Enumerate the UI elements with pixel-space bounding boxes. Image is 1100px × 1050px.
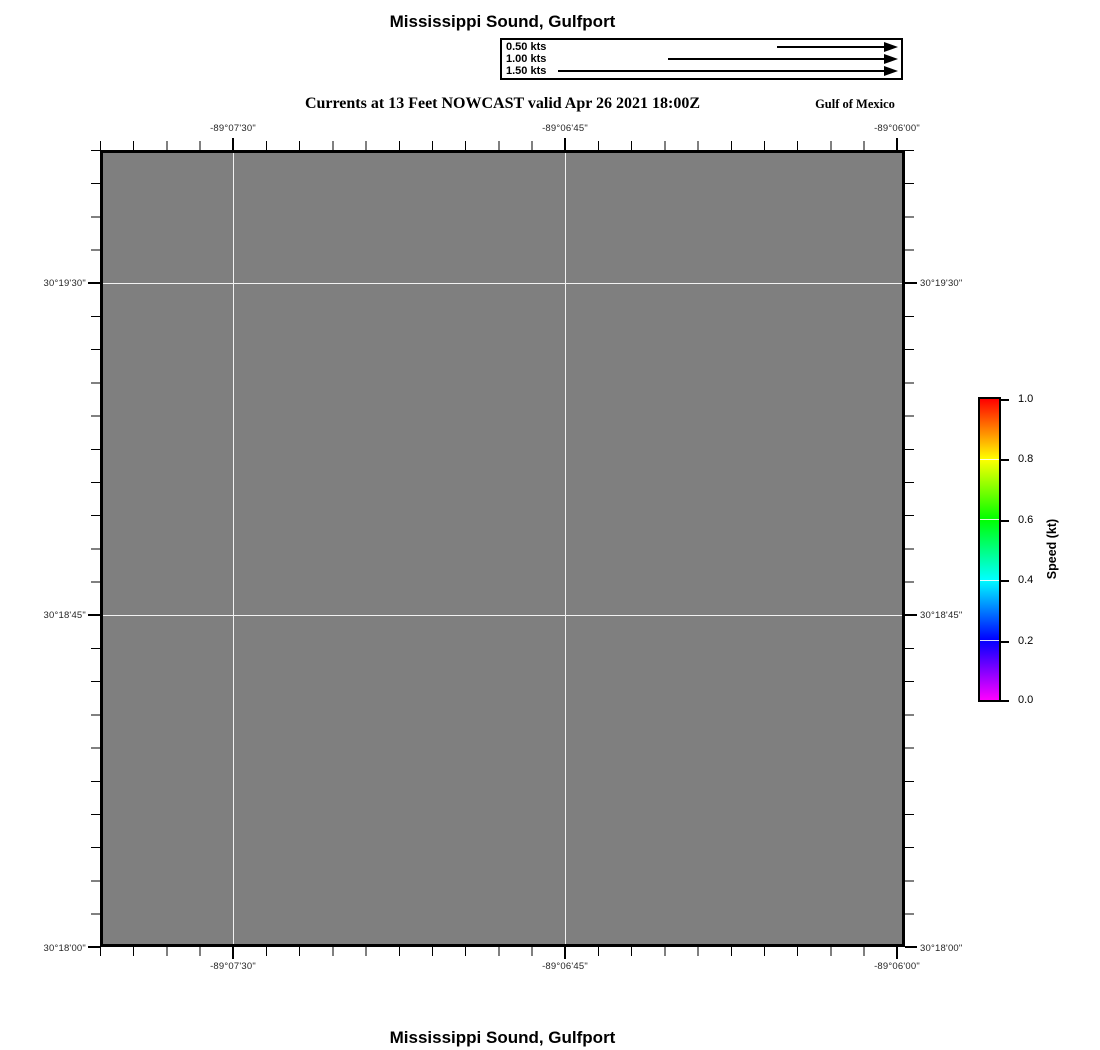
arrow-head-icon	[884, 42, 898, 52]
arrow-head-icon	[884, 54, 898, 64]
page-title: Mississippi Sound, Gulfport	[389, 12, 616, 31]
major-tick	[232, 947, 234, 959]
lat-label-right-2: 30°18'00"	[920, 943, 963, 954]
legend-label-1-00-kts: 1.00 kts	[506, 53, 547, 65]
lat-label-left-0: 30°19'30"	[43, 278, 86, 289]
speed-scale-legend	[500, 38, 903, 80]
legend-row	[502, 53, 901, 65]
colorbar-tick-label: 0.2	[1018, 635, 1034, 647]
gridline-vertical	[233, 153, 234, 944]
major-tick	[896, 138, 898, 150]
lon-label-top-0: -89°07'30"	[210, 123, 256, 134]
colorbar-tick-label: 0.0	[1018, 694, 1034, 706]
major-tick	[564, 138, 566, 150]
forecast-subtitle: Currents at 13 Feet NOWCAST valid Apr 26 2021 18:00Z	[304, 95, 701, 112]
speed-arrow-1-00	[668, 53, 898, 65]
lat-label-left-2: 30°18'00"	[43, 943, 86, 954]
arrow-shaft	[777, 46, 884, 48]
lat-label-left-1: 30°18'45"	[43, 610, 86, 621]
major-tick	[88, 614, 100, 616]
colorbar-tick	[1001, 580, 1009, 582]
gridline-horizontal	[103, 283, 902, 284]
major-tick	[905, 614, 917, 616]
arrow-shaft	[558, 70, 884, 72]
colorbar-gridline	[980, 640, 999, 641]
colorbar-tick-label: 0.4	[1018, 574, 1034, 586]
colorbar-tick	[1001, 641, 1009, 643]
colorbar-tick	[1001, 459, 1009, 461]
axis-ticks-top	[100, 141, 906, 150]
axis-ticks-bottom	[100, 947, 906, 956]
major-tick	[905, 282, 917, 284]
map-area	[100, 150, 905, 947]
colorbar-tick-label: 0.6	[1018, 514, 1034, 526]
colorbar-tick	[1001, 399, 1009, 401]
gridline-horizontal	[103, 615, 902, 616]
colorbar-gridline	[980, 580, 999, 581]
lon-label-bottom-2: -89°06'00"	[874, 961, 920, 972]
legend-row	[502, 65, 901, 77]
region-label: Gulf of Mexico	[815, 97, 895, 111]
legend-label-1-50-kts: 1.50 kts	[506, 65, 547, 77]
colorbar-tick	[1001, 520, 1009, 522]
arrow-head-icon	[884, 66, 898, 76]
lon-label-bottom-0: -89°07'30"	[210, 961, 256, 972]
lon-label-top-1: -89°06'45"	[542, 123, 588, 134]
colorbar-gridline	[980, 459, 999, 460]
major-tick	[896, 947, 898, 959]
legend-row	[502, 41, 901, 53]
arrow-shaft	[668, 58, 884, 60]
lon-label-bottom-1: -89°06'45"	[542, 961, 588, 972]
speed-colorbar	[978, 397, 1001, 702]
lat-label-right-1: 30°18'45"	[920, 610, 963, 621]
major-tick	[88, 282, 100, 284]
major-tick	[564, 947, 566, 959]
speed-arrow-0-50	[777, 41, 898, 53]
lon-label-top-2: -89°06'00"	[874, 123, 920, 134]
major-tick	[905, 946, 917, 948]
footer-title: Mississippi Sound, Gulfport	[389, 1028, 616, 1047]
major-tick	[88, 946, 100, 948]
gridline-vertical	[565, 153, 566, 944]
legend-label-0-50-kts: 0.50 kts	[506, 41, 547, 53]
colorbar-tick-label: 1.0	[1018, 393, 1034, 405]
colorbar-tick-label: 0.8	[1018, 453, 1034, 465]
major-tick	[232, 138, 234, 150]
colorbar-title: Speed (kt)	[1045, 518, 1059, 580]
colorbar-gridline	[980, 519, 999, 520]
axis-ticks-left	[91, 150, 100, 948]
axis-ticks-right	[905, 150, 914, 948]
lat-label-right-0: 30°19'30"	[920, 278, 963, 289]
colorbar-tick	[1001, 700, 1009, 702]
speed-arrow-1-50	[558, 65, 898, 77]
